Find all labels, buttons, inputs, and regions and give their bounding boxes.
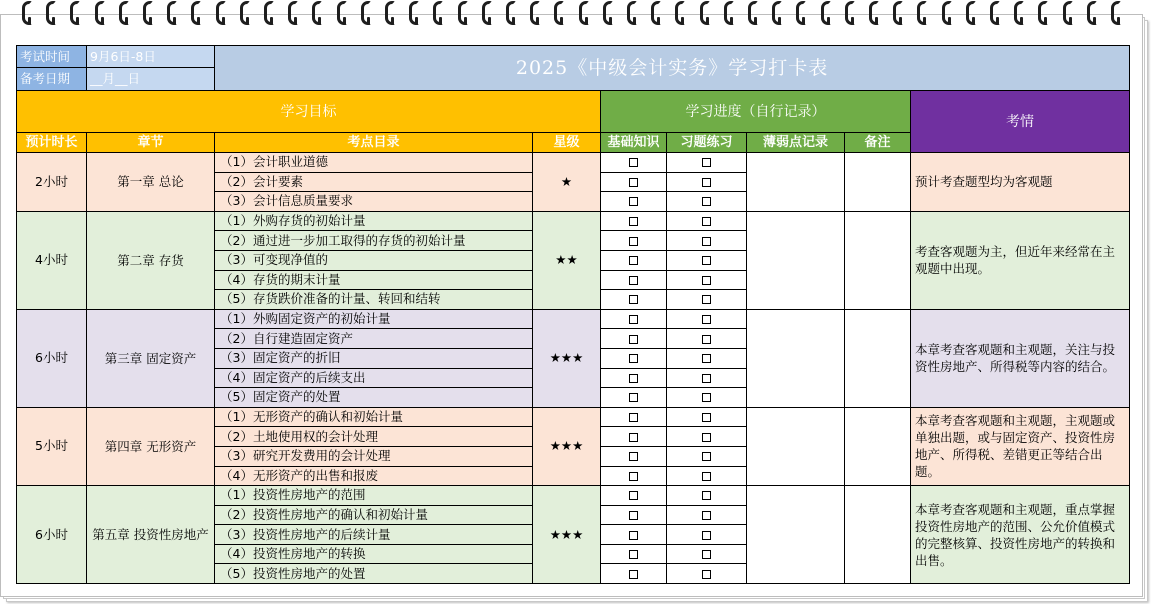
practice-checkbox-cell (667, 525, 747, 545)
empty-checkbox-icon[interactable] (629, 491, 638, 500)
exam-analysis: 预计考查题型均为客观题 (911, 153, 1130, 212)
binding-ring (385, 1, 395, 25)
empty-checkbox-icon[interactable] (702, 550, 711, 559)
basic-checkbox-cell (601, 407, 667, 427)
binding-ring (409, 1, 419, 25)
practice-checkbox-cell (667, 466, 747, 486)
empty-checkbox-icon[interactable] (702, 531, 711, 540)
prep-date-label: 备考日期 (17, 68, 87, 91)
basic-checkbox-cell (601, 153, 667, 173)
binding-ring (95, 1, 105, 25)
practice-checkbox-cell (667, 564, 747, 584)
binding-ring (845, 1, 855, 25)
chapter-name: 第四章 无形资产 (87, 407, 215, 485)
empty-checkbox-icon[interactable] (702, 393, 711, 402)
binding-ring (482, 1, 492, 25)
table-row (17, 211, 1130, 231)
point-item: （1）投资性房地产的范围 (215, 486, 533, 506)
practice-checkbox-cell (667, 486, 747, 506)
binding-ring (554, 1, 564, 25)
notes-cell[interactable] (845, 309, 911, 407)
empty-checkbox-icon[interactable] (629, 393, 638, 402)
binding-ring (990, 1, 1000, 25)
point-item: （3）可变现净值的 (215, 250, 533, 270)
exam-time-value: 9月6日-8日 (87, 46, 215, 68)
binding-ring (312, 1, 322, 25)
practice-checkbox-cell (667, 153, 747, 173)
point-item: （4）存货的期末计量 (215, 270, 533, 290)
binding-ring (627, 1, 637, 25)
point-item: （5）固定资产的处置 (215, 388, 533, 408)
binding-ring (337, 1, 347, 25)
col-header-points: 考点目录 (215, 133, 533, 153)
binding-ring (1038, 1, 1048, 25)
binding-ring (821, 1, 831, 25)
notes-cell[interactable] (845, 153, 911, 212)
chapter-name: 第三章 固定资产 (87, 309, 215, 407)
practice-checkbox-cell (667, 309, 747, 329)
practice-checkbox-cell (667, 446, 747, 466)
group-header-progress: 学习进度（自行记录） (601, 91, 911, 133)
point-item: （4）固定资产的后续支出 (215, 368, 533, 388)
empty-checkbox-icon[interactable] (702, 354, 711, 363)
binding-ring (167, 1, 177, 25)
binding-ring (119, 1, 129, 25)
empty-checkbox-icon[interactable] (702, 335, 711, 344)
empty-checkbox-icon[interactable] (702, 158, 711, 167)
basic-checkbox-cell (601, 250, 667, 270)
point-item: （3）会计信息质量要求 (215, 192, 533, 212)
basic-checkbox-cell (601, 525, 667, 545)
star-rating: ★★★ (533, 309, 601, 407)
empty-checkbox-icon[interactable] (702, 413, 711, 422)
binding-ring (458, 1, 468, 25)
basic-checkbox-cell (601, 309, 667, 329)
point-item: （2）自行建造固定资产 (215, 329, 533, 349)
binding-ring (917, 1, 927, 25)
basic-checkbox-cell (601, 270, 667, 290)
practice-checkbox-cell (667, 231, 747, 251)
basic-checkbox-cell (601, 348, 667, 368)
star-rating: ★★★ (533, 407, 601, 485)
empty-checkbox-icon[interactable] (629, 158, 638, 167)
binding-ring (143, 1, 153, 25)
empty-checkbox-icon[interactable] (702, 178, 711, 187)
binding-ring (264, 1, 274, 25)
empty-checkbox-icon[interactable] (629, 374, 638, 383)
empty-checkbox-icon[interactable] (629, 472, 638, 481)
empty-checkbox-icon[interactable] (702, 374, 711, 383)
exam-time-label: 考试时间 (17, 46, 87, 68)
binding-ring (1087, 1, 1097, 25)
empty-checkbox-icon[interactable] (629, 197, 638, 206)
binding-ring (869, 1, 879, 25)
weak-points-cell[interactable] (747, 407, 845, 485)
empty-checkbox-icon[interactable] (629, 354, 638, 363)
empty-checkbox-icon[interactable] (702, 433, 711, 442)
exam-analysis: 本章考查客观题和主观题，关注与投资性房地产、所得税等内容的结合。 (911, 309, 1130, 407)
weak-points-cell[interactable] (747, 486, 845, 584)
chapter-name: 第一章 总论 (87, 153, 215, 212)
basic-checkbox-cell (601, 505, 667, 525)
basic-checkbox-cell (601, 329, 667, 349)
binding-ring (1014, 1, 1024, 25)
binding-ring (651, 1, 661, 25)
chapter-time: 6小时 (17, 486, 87, 584)
binding-ring (288, 1, 298, 25)
basic-checkbox-cell (601, 368, 667, 388)
practice-checkbox-cell (667, 211, 747, 231)
empty-checkbox-icon[interactable] (629, 413, 638, 422)
empty-checkbox-icon[interactable] (629, 550, 638, 559)
point-item: （4）无形资产的出售和报废 (215, 466, 533, 486)
exam-analysis: 考查客观题为主，但近年来经常在主观题中出现。 (911, 211, 1130, 309)
practice-checkbox-cell (667, 329, 747, 349)
practice-checkbox-cell (667, 192, 747, 212)
basic-checkbox-cell (601, 211, 667, 231)
empty-checkbox-icon[interactable] (702, 197, 711, 206)
binding-ring (700, 1, 710, 25)
empty-checkbox-icon[interactable] (629, 570, 638, 579)
basic-checkbox-cell (601, 290, 667, 310)
point-item: （2）投资性房地产的确认和初始计量 (215, 505, 533, 525)
binding-ring (796, 1, 806, 25)
practice-checkbox-cell (667, 427, 747, 447)
star-rating: ★★★ (533, 486, 601, 584)
empty-checkbox-icon[interactable] (629, 315, 638, 324)
binding-ring (1111, 1, 1121, 25)
col-header-stars: 星级 (533, 133, 601, 153)
col-header-notes: 备注 (845, 133, 911, 153)
binding-ring (579, 1, 589, 25)
group-header-exam: 考情 (911, 91, 1130, 153)
basic-checkbox-cell (601, 192, 667, 212)
col-header-weak: 薄弱点记录 (747, 133, 845, 153)
empty-checkbox-icon[interactable] (629, 217, 638, 226)
binding-ring (893, 1, 903, 25)
empty-checkbox-icon[interactable] (702, 256, 711, 265)
point-item: （2）通过进一步加工取得的存货的初始计量 (215, 231, 533, 251)
group-header-goal: 学习目标 (17, 91, 601, 133)
binding-ring (433, 1, 443, 25)
notes-cell[interactable] (845, 211, 911, 309)
point-item: （1）外购固定资产的初始计量 (215, 309, 533, 329)
binding-ring (216, 1, 226, 25)
point-item: （1）外购存货的初始计量 (215, 211, 533, 231)
empty-checkbox-icon[interactable] (629, 531, 638, 540)
point-item: （2）会计要素 (215, 172, 533, 192)
empty-checkbox-icon[interactable] (629, 295, 638, 304)
chapter-name: 第二章 存货 (87, 211, 215, 309)
point-item: （5）投资性房地产的处置 (215, 564, 533, 584)
point-item: （1）无形资产的确认和初始计量 (215, 407, 533, 427)
practice-checkbox-cell (667, 505, 747, 525)
col-header-basic: 基础知识 (601, 133, 667, 153)
empty-checkbox-icon[interactable] (629, 276, 638, 285)
empty-checkbox-icon[interactable] (629, 452, 638, 461)
chapter-time: 4小时 (17, 211, 87, 309)
prep-date-value[interactable]: __月__日 (87, 68, 215, 91)
point-item: （2）土地使用权的会计处理 (215, 427, 533, 447)
practice-checkbox-cell (667, 368, 747, 388)
practice-checkbox-cell (667, 544, 747, 564)
binding-ring (772, 1, 782, 25)
binding-ring (748, 1, 758, 25)
basic-checkbox-cell (601, 466, 667, 486)
basic-checkbox-cell (601, 388, 667, 408)
table-row (17, 407, 1130, 427)
empty-checkbox-icon[interactable] (702, 452, 711, 461)
binding-ring (46, 1, 56, 25)
checkin-sheet (16, 45, 1130, 584)
point-item: （5）存货跌价准备的计量、转回和结转 (215, 290, 533, 310)
practice-checkbox-cell (667, 290, 747, 310)
basic-checkbox-cell (601, 231, 667, 251)
empty-checkbox-icon[interactable] (702, 315, 711, 324)
point-item: （4）投资性房地产的转换 (215, 544, 533, 564)
exam-analysis: 本章考查客观题和主观题，主观题或单独出题，或与固定资产、投资性房地产、所得税、差错更正等结合出题。 (911, 407, 1130, 485)
basic-checkbox-cell (601, 564, 667, 584)
empty-checkbox-icon[interactable] (629, 433, 638, 442)
basic-checkbox-cell (601, 172, 667, 192)
point-item: （3）固定资产的折旧 (215, 348, 533, 368)
practice-checkbox-cell (667, 250, 747, 270)
binding-ring (530, 1, 540, 25)
page-title: 2025《中级会计实务》学习打卡表 (215, 46, 1130, 91)
binding-ring (240, 1, 250, 25)
practice-checkbox-cell (667, 172, 747, 192)
empty-checkbox-icon[interactable] (629, 178, 638, 187)
empty-checkbox-icon[interactable] (702, 570, 711, 579)
col-header-practice: 习题练习 (667, 133, 747, 153)
practice-checkbox-cell (667, 407, 747, 427)
star-rating: ★ (533, 153, 601, 212)
table-row (17, 309, 1130, 329)
practice-checkbox-cell (667, 388, 747, 408)
empty-checkbox-icon[interactable] (629, 511, 638, 520)
empty-checkbox-icon[interactable] (702, 295, 711, 304)
basic-checkbox-cell (601, 427, 667, 447)
empty-checkbox-icon[interactable] (702, 276, 711, 285)
col-header-chapter: 章节 (87, 133, 215, 153)
col-header-time: 预计时长 (17, 133, 87, 153)
basic-checkbox-cell (601, 544, 667, 564)
practice-checkbox-cell (667, 270, 747, 290)
weak-points-cell[interactable] (747, 211, 845, 309)
binding-ring (724, 1, 734, 25)
star-rating: ★★ (533, 211, 601, 309)
empty-checkbox-icon[interactable] (629, 256, 638, 265)
table-row (17, 486, 1130, 506)
empty-checkbox-icon[interactable] (629, 237, 638, 246)
binding-ring (942, 1, 952, 25)
binding-ring (603, 1, 613, 25)
notes-cell[interactable] (845, 486, 911, 584)
chapter-time: 6小时 (17, 309, 87, 407)
spiral-binding (0, 0, 1151, 30)
weak-points-cell[interactable] (747, 153, 845, 212)
binding-ring (675, 1, 685, 25)
basic-checkbox-cell (601, 446, 667, 466)
notes-cell[interactable] (845, 407, 911, 485)
empty-checkbox-icon[interactable] (702, 511, 711, 520)
practice-checkbox-cell (667, 348, 747, 368)
empty-checkbox-icon[interactable] (702, 237, 711, 246)
table-row (17, 153, 1130, 173)
exam-analysis: 本章考查客观题和主观题，重点掌握投资性房地产的范围、公允价值模式的完整核算、投资性房地产的转换和出售。 (911, 486, 1130, 584)
basic-checkbox-cell (601, 486, 667, 506)
binding-ring (1063, 1, 1073, 25)
binding-ring (191, 1, 201, 25)
empty-checkbox-icon[interactable] (702, 472, 711, 481)
empty-checkbox-icon[interactable] (702, 491, 711, 500)
point-item: （1）会计职业道德 (215, 153, 533, 173)
point-item: （3）投资性房地产的后续计量 (215, 525, 533, 545)
chapter-time: 2小时 (17, 153, 87, 212)
binding-ring (966, 1, 976, 25)
point-item: （3）研究开发费用的会计处理 (215, 446, 533, 466)
binding-ring (361, 1, 371, 25)
weak-points-cell[interactable] (747, 309, 845, 407)
empty-checkbox-icon[interactable] (629, 335, 638, 344)
chapter-time: 5小时 (17, 407, 87, 485)
binding-ring (70, 1, 80, 25)
empty-checkbox-icon[interactable] (702, 217, 711, 226)
chapter-name: 第五章 投资性房地产 (87, 486, 215, 584)
binding-ring (22, 1, 32, 25)
binding-ring (506, 1, 516, 25)
